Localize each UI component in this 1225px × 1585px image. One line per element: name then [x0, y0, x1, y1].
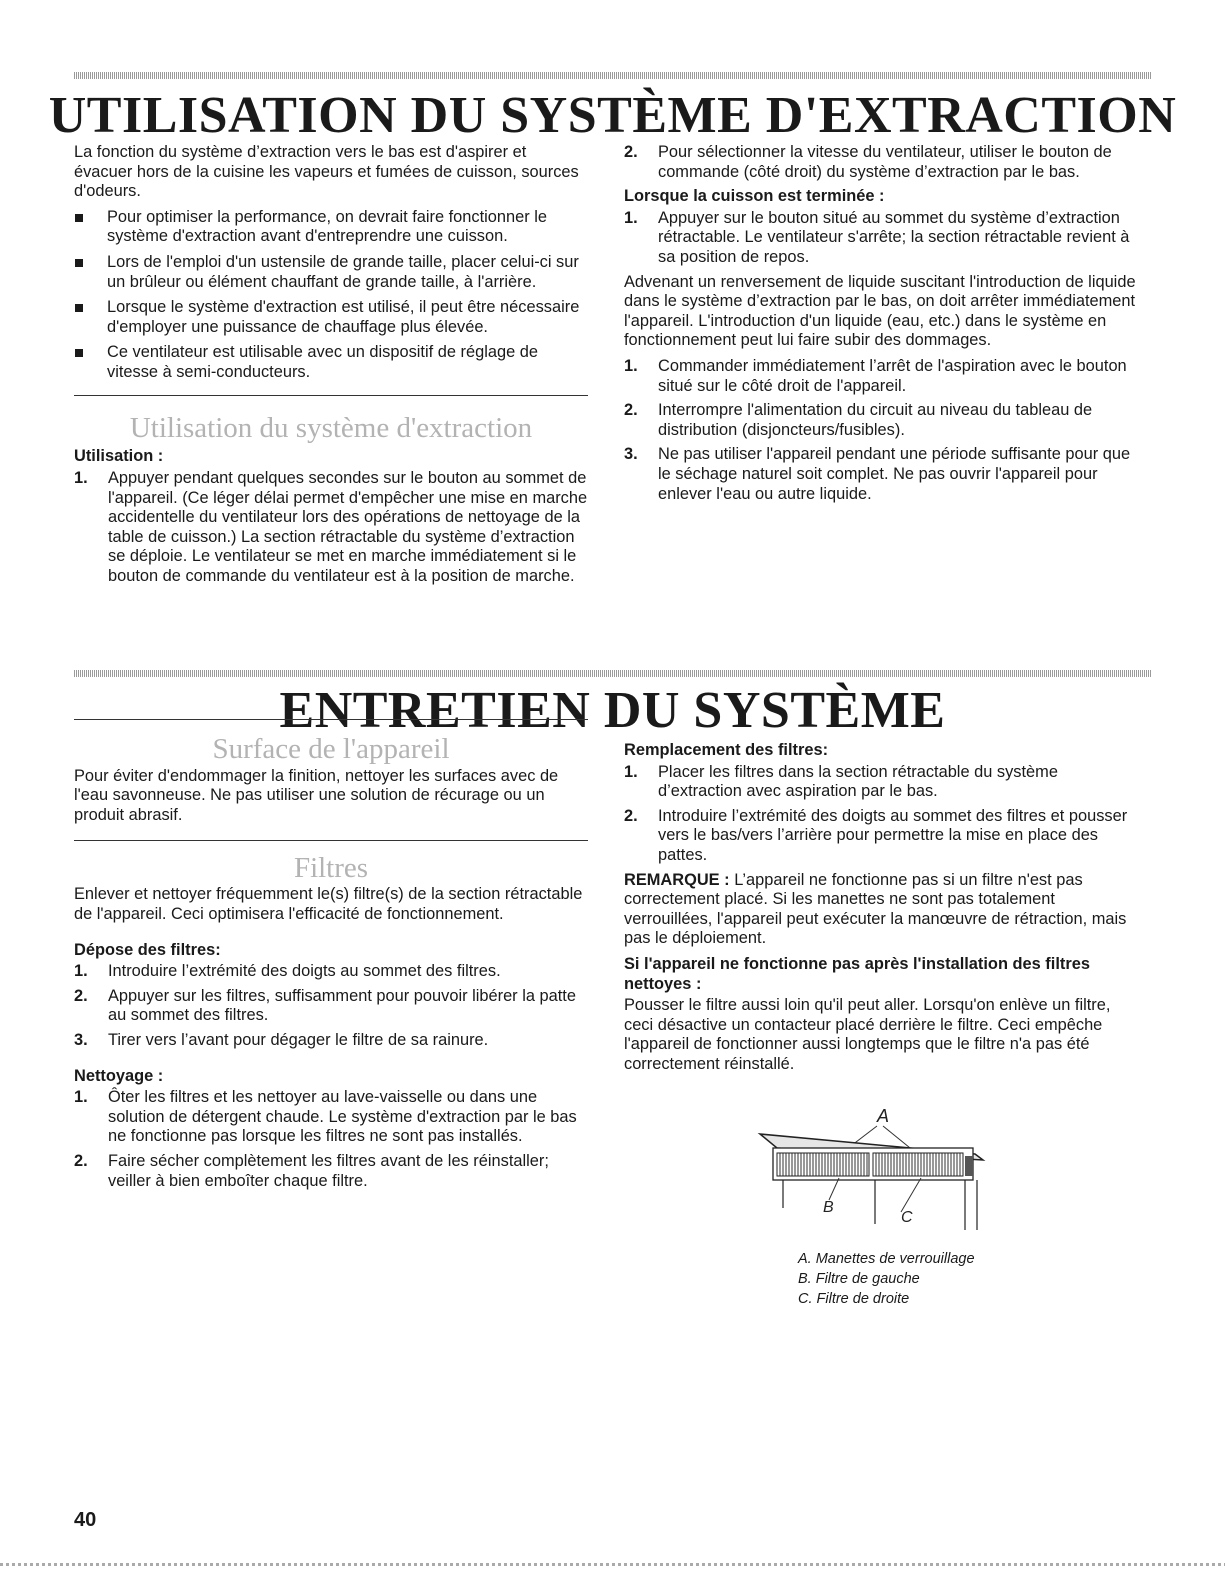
- spill-paragraph: Advenant un renversement de liquide suscitant l'introduction de liquide dans le système d’extraction par le bas, on doit arrêter immédiatement l'appareil. L'introduction d'un liquide (eau, etc.) dans le système en fonctionnement peut lui faire subir des dommages.: [624, 272, 1136, 350]
- spill-step: 2. Interrompre l'alimentation du circuit au niveau du tableau de distribution (disjoncteurs/fusibles).: [624, 401, 1093, 439]
- section-title-entretien: ENTRETIEN DU SYSTÈME: [279, 682, 946, 739]
- square-bullet-icon: [75, 259, 83, 267]
- square-bullet-icon: [75, 349, 83, 357]
- filter-diagram: [755, 1100, 995, 1235]
- replace-subheading: Remplacement des filtres:: [624, 741, 829, 759]
- square-bullet-icon: [75, 214, 83, 222]
- remark-label: REMARQUE :: [624, 870, 730, 889]
- replace-step: 2. Introduire l’extrémité des doigts au sommet des filtres et pousser vers le bas/vers l’arrière pour permettre la mise en place des pattes.: [624, 806, 1128, 864]
- intro-paragraph: La fonction du système d’extraction vers le bas est d'aspirer et évacuer hors de la cuisine les vapeurs et fumées de cuisson, sources d'odeurs.: [74, 143, 579, 201]
- removal-subheading: Dépose des filtres:: [74, 940, 221, 959]
- filters-paragraph: Enlever et nettoyer fréquemment le(s) filtre(s) de la section rétractable de l'appareil. Ceci optimisera l'efficacité de fonctionnement.: [74, 885, 583, 923]
- cleaning-step: 1. Ôter les filtres et les nettoyer au lave-vaisselle ou dans une solution de détergent chaude. Le système d'extraction par le bas ne fonctionne pas lorsque les filtres ne sont pas installés.: [74, 1088, 577, 1146]
- remark-paragraph: REMARQUE : L’appareil ne fonctionne pas si un filtre n'est pas correctement placé. Si les manettes ne sont pas totalement verrouillées, l'appareil peut exécuter la manœuvre de rétraction, mais pas le déploiement.: [624, 870, 1127, 948]
- bullet-item: Pour optimiser la performance, on devrait faire fonctionner le système d'extraction avant d'entreprendre une cuisson.: [74, 208, 588, 247]
- divider: [74, 395, 588, 396]
- removal-step: 2. Appuyer sur les filtres, suffisamment pour pouvoir libérer la patte au sommet des filtres.: [74, 986, 576, 1025]
- spill-step: 1. Commander immédiatement l’arrêt de l'aspiration avec le bouton situé sur le côté droit de l'appareil.: [624, 356, 1127, 395]
- bullet-item: Ce ventilateur est utilisable avec un dispositif de réglage de vitesse à semi-conducteurs.: [74, 343, 588, 382]
- left-column-top: [74, 143, 588, 591]
- usage-step: 1. Appuyer pendant quelques secondes sur le bouton au sommet de l'appareil. (Ce léger délai permet d'empêcher une mise en marche accidentelle du ventilateur lors des opérations de nettoyage de la table de cuisson.) La section rétractable du système d’extraction se déploie. Le ventilateur se met en marche immédiatement si le bouton de commande du ventilateur est à la position de marche.: [74, 468, 588, 585]
- spill-step: 3. Ne pas utiliser l'appareil pendant une période suffisante pour que le séchage naturel soit complet. Ne pas ouvrir l'appareil pour enlever l'eau ou autre liquide.: [624, 445, 1131, 503]
- figure-captions: [798, 1249, 975, 1309]
- cleaning-step: 2. Faire sécher complètement les filtres avant de les réinstaller; veiller à bien emboîter chaque filtre.: [74, 1151, 549, 1190]
- caption-a: A. Manettes de verrouillage: [798, 1251, 975, 1267]
- label-a: A: [877, 1106, 890, 1126]
- right-column-bottom: [624, 741, 1138, 1081]
- left-filter-grille: [777, 1153, 869, 1176]
- done-subheading: Lorsque la cuisson est terminée :: [624, 187, 885, 206]
- surface-heading: Surface de l'appareil: [212, 733, 450, 765]
- usage-heading: Utilisation du système d'extraction: [129, 411, 533, 444]
- left-column-bottom: [74, 719, 588, 1196]
- removal-step: 3. Tirer vers l’avant pour dégager le filtre de sa rainure.: [74, 1030, 489, 1049]
- fail-paragraph: Pousser le filtre aussi loin qu'il peut aller. Lorsqu'on enlève un filtre, ceci désactive un contacteur placé derrière le filtre. Ceci empêche l'appareil de fonctionner aussi longtemps que le filtre n'a pas été correctement réinstallé.: [624, 996, 1111, 1073]
- right-column-top: [624, 143, 1138, 509]
- usage-subheading: Utilisation :: [74, 447, 164, 466]
- section-title-utilisation: UTILISATION DU SYSTÈME D'EXTRACTION: [48, 87, 1177, 144]
- replace-step: 1. Placer les filtres dans la section rétractable du système d’extraction avec aspiration par le bas.: [624, 762, 1058, 801]
- divider: [74, 719, 588, 720]
- square-bullet-icon: [75, 304, 83, 312]
- done-step: 1. Appuyer sur le bouton situé au sommet du système d’extraction rétractable. Le ventilateur s'arrête; la section rétractable revient à sa position de repos.: [624, 208, 1130, 266]
- divider: [74, 840, 588, 841]
- top-hatch-rule: [74, 72, 1152, 79]
- removal-step: 1. Introduire l’extrémité des doigts au sommet des filtres.: [74, 962, 501, 981]
- caption-b: B. Filtre de gauche: [798, 1271, 920, 1287]
- surface-paragraph: Pour éviter d'endommager la finition, nettoyer les surfaces avec de l'eau savonneuse. Ne pas utiliser une solution de récurage ou un produit abrasif.: [74, 766, 559, 824]
- label-b: B: [823, 1199, 834, 1216]
- page-number: 40: [74, 1509, 97, 1531]
- bottom-dashed-rule: [0, 1563, 1225, 1566]
- bullet-item: Lorsque le système d'extraction est utilisé, il peut être nécessaire d'employer une puissance de chauffage plus élevée.: [74, 298, 588, 337]
- cleaning-subheading: Nettoyage :: [74, 1066, 164, 1085]
- filters-heading: Filtres: [293, 851, 369, 884]
- bullet-item: Lors de l'emploi d'un ustensile de grande taille, placer celui-ci sur un brûleur ou élément chauffant de grande taille, à l'arrière.: [74, 253, 588, 292]
- label-c: C: [901, 1209, 913, 1226]
- usage-step: 2. Pour sélectionner la vitesse du ventilateur, utiliser le bouton de commande (côté droit) du système d’extraction par le bas.: [624, 143, 1112, 181]
- fail-subheading: Si l'appareil ne fonctionne pas après l'installation des filtres nettoyes :: [624, 954, 1090, 993]
- right-filter-grille: [873, 1153, 963, 1176]
- middle-hatch-rule: [74, 670, 1152, 677]
- caption-c: C. Filtre de droite: [798, 1291, 910, 1307]
